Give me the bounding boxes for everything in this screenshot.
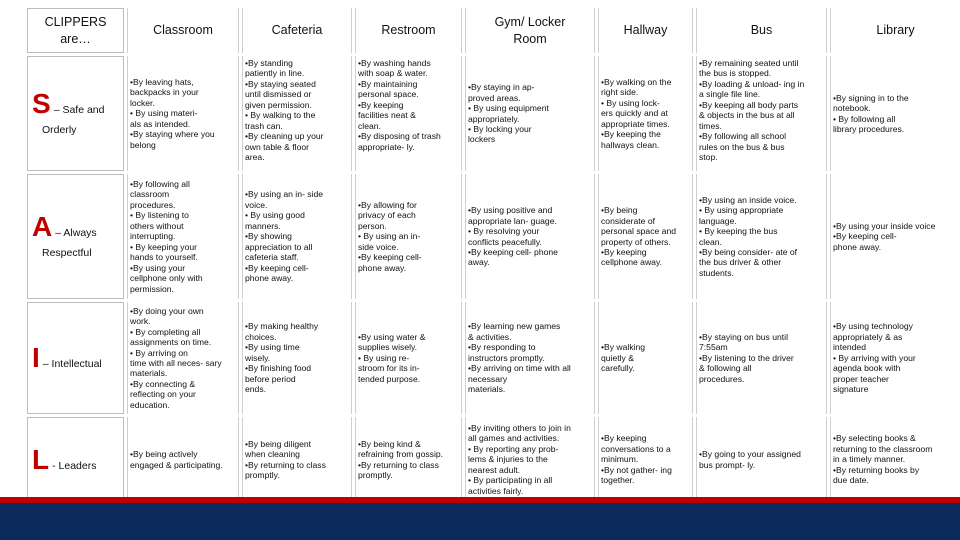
cell-text: •By walking quietly & carefully.: [601, 342, 646, 374]
table-cell: [127, 302, 239, 414]
header-bus: [696, 8, 827, 53]
row-title: - Leaders: [52, 459, 97, 472]
header-classroom: [127, 8, 239, 53]
table-cell: [598, 56, 693, 171]
table-cell: [242, 417, 352, 502]
cell-text: •By making healthy choices. •By using time wisely. •By finishing food before period ends.: [245, 321, 319, 395]
cell-text: •By signing in to the notebook. • By following all library procedures.: [833, 92, 909, 134]
table-cell: [696, 417, 827, 502]
cell-text: •By being considerate of personal space and property of others. •By keeping cellphone away.: [601, 205, 677, 268]
table-cell: [830, 174, 960, 299]
table-cell: [830, 302, 960, 414]
row-letter: I: [32, 342, 40, 373]
row-letter: A: [32, 211, 53, 243]
header-label: Bus: [750, 23, 773, 38]
cell-text: •By walking on the right side. • By using lock- ers quickly and at appropriate times. •By keeping the hallways clean.: [601, 76, 672, 150]
cell-text: •By being diligent when cleaning •By returning to class promptly.: [245, 438, 326, 480]
header-label: Gym/ Locker Room: [494, 14, 566, 46]
table-cell: [465, 417, 595, 502]
table-cell: [355, 302, 462, 414]
table-cell: [127, 417, 239, 502]
cell-text: •By inviting others to join in all games and activities. • By reporting any prob- lems & injuries to the nearest adult. • By participating in all activities fairly.: [468, 422, 571, 496]
cell-text: •By using your inside voice •By keeping cell- phone away.: [833, 220, 936, 252]
header-label: CLIPPERS are…: [44, 14, 107, 46]
cell-text: •By learning new games & activities. •By responding to instructors promptly. •By arriving on time with all necessary materials.: [468, 321, 571, 395]
cell-text: •By being kind & refraining from gossip. •By returning to class promptly.: [358, 438, 444, 480]
table-cell: [830, 56, 960, 171]
table-cell: [465, 56, 595, 171]
header-gym-locker-room: [465, 8, 595, 53]
row-header-intellectual: [27, 302, 124, 414]
cell-text: •By being actively engaged & participating.: [130, 449, 223, 470]
cell-text: •By standing patiently in line. •By staying seated until dismissed or given permission. • By walking to the trash can. •By cleaning up your own table & floor area.: [245, 58, 324, 163]
header-label: Library: [876, 23, 915, 38]
row-subtitle: Respectful: [42, 247, 92, 260]
row-letter: S: [32, 88, 51, 120]
table-cell: [355, 56, 462, 171]
table-cell: [127, 56, 239, 171]
cell-text: •By doing your own work. • By completing all assignments on time. • By arriving on time with all neces- sary materials. •By connecting & reflecting on your education.: [130, 305, 222, 410]
cell-text: •By staying in ap- proved areas. • By using equipment appropriately. • By locking your lockers: [468, 82, 549, 145]
cell-text: •By staying on bus until 7:55am •By listening to the driver & following all procedures.: [699, 331, 794, 384]
cell-text: •By leaving hats, backpacks in your locker. • By using materi- als as intended. •By staying where you belong: [130, 76, 215, 150]
cell-text: •By allowing for privacy of each person. • By using an in- side voice. •By keeping cell- phone away.: [358, 199, 422, 273]
row-letter: L: [32, 443, 50, 475]
table-cell: [696, 302, 827, 414]
table-cell: [242, 56, 352, 171]
row-header-respectful: [27, 174, 124, 299]
table-cell: [465, 302, 595, 414]
cell-text: •By using an in- side voice. • By using good manners. •By showing appreciation to all cafeteria staff. •By keeping cell- phone away.: [245, 189, 324, 284]
row-title: – Always: [55, 227, 97, 240]
cell-text: •By using an inside voice. • By using appropriate language. • By keeping the bus clean. •By being consider- ate of the bus driver & other students.: [699, 194, 798, 278]
cell-text: •By washing hands with soap & water. •By maintaining personal space. •By keeping facilities neat & clean. •By disposing of trash appropriate- ly.: [358, 58, 441, 152]
table-cell: [598, 417, 693, 502]
header-corner: [27, 8, 124, 53]
cell-text: •By remaining seated until the bus is stopped. •By loading & unload- ing in a single file line. •By keeping all body parts & objects in the bus at all times. •By following all school rules on the bus & bus stop.: [699, 58, 805, 163]
cell-text: •By going to your assigned bus prompt- ly.: [699, 449, 801, 470]
table-cell: [242, 302, 352, 414]
header-cafeteria: [242, 8, 352, 53]
footer-bar: [0, 503, 960, 540]
table-cell: [465, 174, 595, 299]
header-library: [830, 8, 960, 53]
header-hallway: [598, 8, 693, 53]
table-cell: [830, 417, 960, 502]
header-label: Restroom: [381, 23, 436, 38]
header-label: Cafeteria: [271, 23, 323, 38]
table-cell: [696, 56, 827, 171]
cell-text: •By keeping conversations to a minimum. •By not gather- ing together.: [601, 433, 672, 486]
table-cell: [355, 417, 462, 502]
row-subtitle: Orderly: [42, 124, 77, 137]
row-header-leaders: [27, 417, 124, 502]
cell-text: •By selecting books & returning to the classroom in a timely manner. •By returning books by due date.: [833, 433, 933, 486]
header-restroom: [355, 8, 462, 53]
cell-text: •By using positive and appropriate lan- guage. • By resolving your conflicts peacefully. •By keeping cell- phone away.: [468, 205, 558, 268]
header-label: Hallway: [623, 23, 668, 38]
row-title: – Safe and: [53, 104, 105, 117]
header-label: Classroom: [153, 23, 213, 38]
row-title: – Intellectual: [42, 358, 102, 370]
table-cell: [355, 174, 462, 299]
table-cell: [598, 174, 693, 299]
table-cell: [242, 174, 352, 299]
table-cell: [598, 302, 693, 414]
table-cell: [696, 174, 827, 299]
row-header-safe: [27, 56, 124, 171]
clippers-matrix-table: [27, 8, 940, 496]
cell-text: •By using technology appropriately & as intended • By arriving with your agenda book with proper teacher signature: [833, 321, 916, 395]
table-cell: [127, 174, 239, 299]
cell-text: •By following all classroom procedures. • By listening to others without interrupting. • By keeping your hands to yourself. •By using your cellphone only with permission.: [130, 178, 203, 294]
cell-text: •By using water & supplies wisely. • By using re- stroom for its in- tended purpose.: [358, 331, 426, 384]
